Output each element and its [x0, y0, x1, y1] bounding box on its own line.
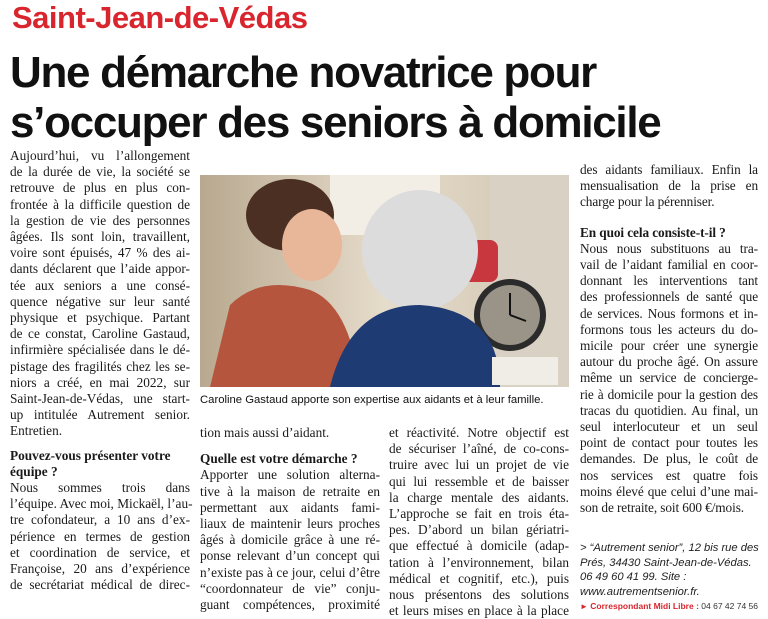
- arrow-icon: ►: [580, 602, 588, 611]
- table-cards: [492, 357, 558, 385]
- woman-face: [282, 209, 342, 281]
- text-line: up intitulée Autrement senior.: [10, 407, 190, 423]
- text-line: autour du proche âgé. On assure: [580, 354, 758, 370]
- text-line: pistage des fragilités chez les se-: [10, 358, 190, 374]
- question-heading: [200, 451, 380, 467]
- photo-caption: Caroline Gastaud apporte son expertise aux aidants et à leur famille.: [200, 394, 544, 406]
- text-line: voire sont épuisés, 47 % des ai-: [10, 245, 190, 261]
- article-kicker: Saint-Jean-de-Védas: [12, 0, 308, 35]
- text-line: tation à l’environnement, bilan: [389, 554, 569, 570]
- correspondent-label: Correspondant Midi Libre :: [590, 601, 699, 611]
- text-line: et leurs mises en place à la place: [389, 603, 569, 619]
- info-line: > “Autrement senior”, 12 bis rue des: [580, 542, 759, 554]
- answer-paragraph: [10, 480, 193, 593]
- text-line: âgés à domicile grâce à une ré-: [200, 532, 380, 548]
- text-line: Nous nous substituons au tra-: [580, 240, 758, 256]
- text-line: ponse relevant d’un concept qui: [200, 548, 380, 564]
- text-line: n’existe pas à ce jour, celui d’être: [200, 564, 380, 580]
- info-line: 06 49 60 41 99. Site :: [580, 571, 687, 583]
- question-heading: [580, 225, 758, 241]
- article-headline: [10, 48, 760, 148]
- text-line: médical et cognitif, etc.), puis: [389, 570, 569, 586]
- text-line: truire avec lui un projet de vie: [389, 457, 569, 473]
- text-line: Entretien.: [10, 423, 63, 439]
- answer-paragraph: [200, 467, 380, 613]
- text-line: de services. Nous formons et in-: [580, 305, 758, 321]
- text-line: L’approche se fait en trois éta-: [389, 506, 569, 522]
- text-line: Nous sommes trois dans: [10, 480, 190, 496]
- answer-paragraph: [580, 241, 758, 516]
- text-line: même un service de concierge-: [580, 370, 758, 386]
- text-line: nous présentons des solutions: [389, 587, 569, 603]
- text-line: de ce constat, Caroline Gastaud,: [10, 326, 190, 342]
- headline-line: Une démarche novatrice pour: [10, 48, 596, 97]
- question-heading: [10, 448, 190, 480]
- text-line: l’équipe. Avec moi, Mickaël, l’au-: [10, 496, 193, 512]
- text-line: “coordonnateur de vie” conju-: [200, 580, 380, 596]
- text-line: point de contact pour toutes les: [580, 435, 758, 451]
- text-line: la charge mentale des aidants.: [389, 489, 569, 505]
- text-line: tre cofondateur, a 10 ans d’ex-: [10, 512, 190, 528]
- answer-continued: [389, 425, 569, 619]
- text-line: quence négative sur leur santé: [10, 293, 190, 309]
- text-line: Françoise, 20 ans d’expérience: [10, 561, 190, 577]
- text-line: tracas du quotidien. Au final, un: [580, 402, 758, 418]
- text-line: En quoi cela consiste-t-il ?: [580, 224, 726, 240]
- correspondent-credit: [580, 601, 758, 611]
- text-line: vail de l’aidant familial en coor-: [580, 257, 758, 273]
- text-line: tion mais aussi d’aidant.: [200, 425, 330, 440]
- text-line: la gestion de vie des personnes: [10, 212, 190, 228]
- answer-continued: [200, 425, 380, 441]
- text-line: de secrétariat médical de direc-: [10, 577, 190, 593]
- text-line: âgées. Ils sont loin, travaillent,: [10, 229, 190, 245]
- senior-hair: [362, 190, 478, 310]
- info-line: Prés, 34430 Saint-Jean-de-Védas.: [580, 556, 752, 569]
- text-line: rie à domicile pour la gestion des: [580, 386, 758, 402]
- text-line: des professionnels de santé que: [580, 289, 758, 305]
- photo-illustration: [200, 175, 569, 387]
- text-line: Aujourd’hui, vu l’allongement: [10, 148, 190, 163]
- text-line: des aidants familiaux. Enfin la: [580, 162, 758, 177]
- answer-continued: [580, 162, 758, 211]
- text-line: Apporter une solution alterna-: [200, 467, 380, 483]
- text-line: Pouvez-vous présenter votre: [10, 447, 171, 463]
- text-line: charge pour la pérenniser.: [580, 194, 715, 210]
- text-line: moins élevé que celui d’une mai-: [580, 483, 758, 499]
- text-line: et coordination de service, et: [10, 544, 190, 560]
- text-line: tive à la maison de retraite en: [200, 483, 380, 499]
- text-line: de sécuriser l’aîné, de co-cons-: [389, 441, 569, 457]
- text-line: Saint-Jean-de-Védas, une start-: [10, 391, 190, 407]
- info-box: [580, 541, 760, 599]
- text-line: formons tous les acteurs du do-: [580, 321, 758, 337]
- text-line: que effectué à domicile (adap-: [389, 538, 569, 554]
- text-line: mensualisation de la prise en: [580, 178, 758, 194]
- text-line: guant compétences, proximité: [200, 597, 380, 613]
- intro-paragraph: [10, 148, 190, 440]
- column-4: [580, 162, 758, 516]
- correspondent-phone: 04 67 42 74 56: [701, 601, 759, 611]
- text-line: micile pour créer une synergie: [580, 338, 758, 354]
- headline-line: s’occuper des seniors à domicile: [10, 98, 661, 147]
- text-line: qui lui ressemble et de baisser: [389, 473, 569, 489]
- text-line: pes. D’abord un bilan gériatri-: [389, 522, 569, 538]
- text-line: niors a créé, en mai 2022, sur: [10, 374, 190, 390]
- text-line: physique et psychique. Partant: [10, 310, 190, 326]
- column-3: [389, 425, 569, 619]
- text-line: tée aux seniors a une consé-: [10, 277, 190, 293]
- text-line: donnant les interventions tant: [580, 273, 758, 289]
- text-line: infirmière spécialisée dans le dé-: [10, 342, 190, 358]
- text-line: liaux de maintenir leurs proches: [200, 516, 380, 532]
- text-line: permettant aux aidants fami-: [200, 499, 380, 515]
- text-line: Quelle est votre démarche ?: [200, 451, 358, 467]
- text-line: seul interlocuteur et un seul: [580, 419, 758, 435]
- article-photo: [200, 175, 569, 387]
- text-line: nos services est quatre fois: [580, 467, 758, 483]
- text-line: demandes. De plus, le coût de: [580, 451, 758, 467]
- text-line: retrouve de plus en plus con-: [10, 180, 190, 196]
- text-line: frontée à la difficile question de: [10, 196, 190, 212]
- text-line: dants déclarent que l’aide appor-: [10, 261, 190, 277]
- text-line: périence en termes de gestion: [10, 528, 190, 544]
- text-line: équipe ?: [10, 463, 58, 479]
- column-2: [200, 425, 380, 613]
- website-link[interactable]: www.autrementsenior.fr.: [580, 585, 700, 598]
- column-1: [10, 148, 193, 593]
- text-line: et réactivité. Notre objectif est: [389, 425, 569, 440]
- text-line: de la durée de vie, la société se: [10, 164, 190, 180]
- text-line: son de retraite, soit 600 €/mois.: [580, 500, 744, 516]
